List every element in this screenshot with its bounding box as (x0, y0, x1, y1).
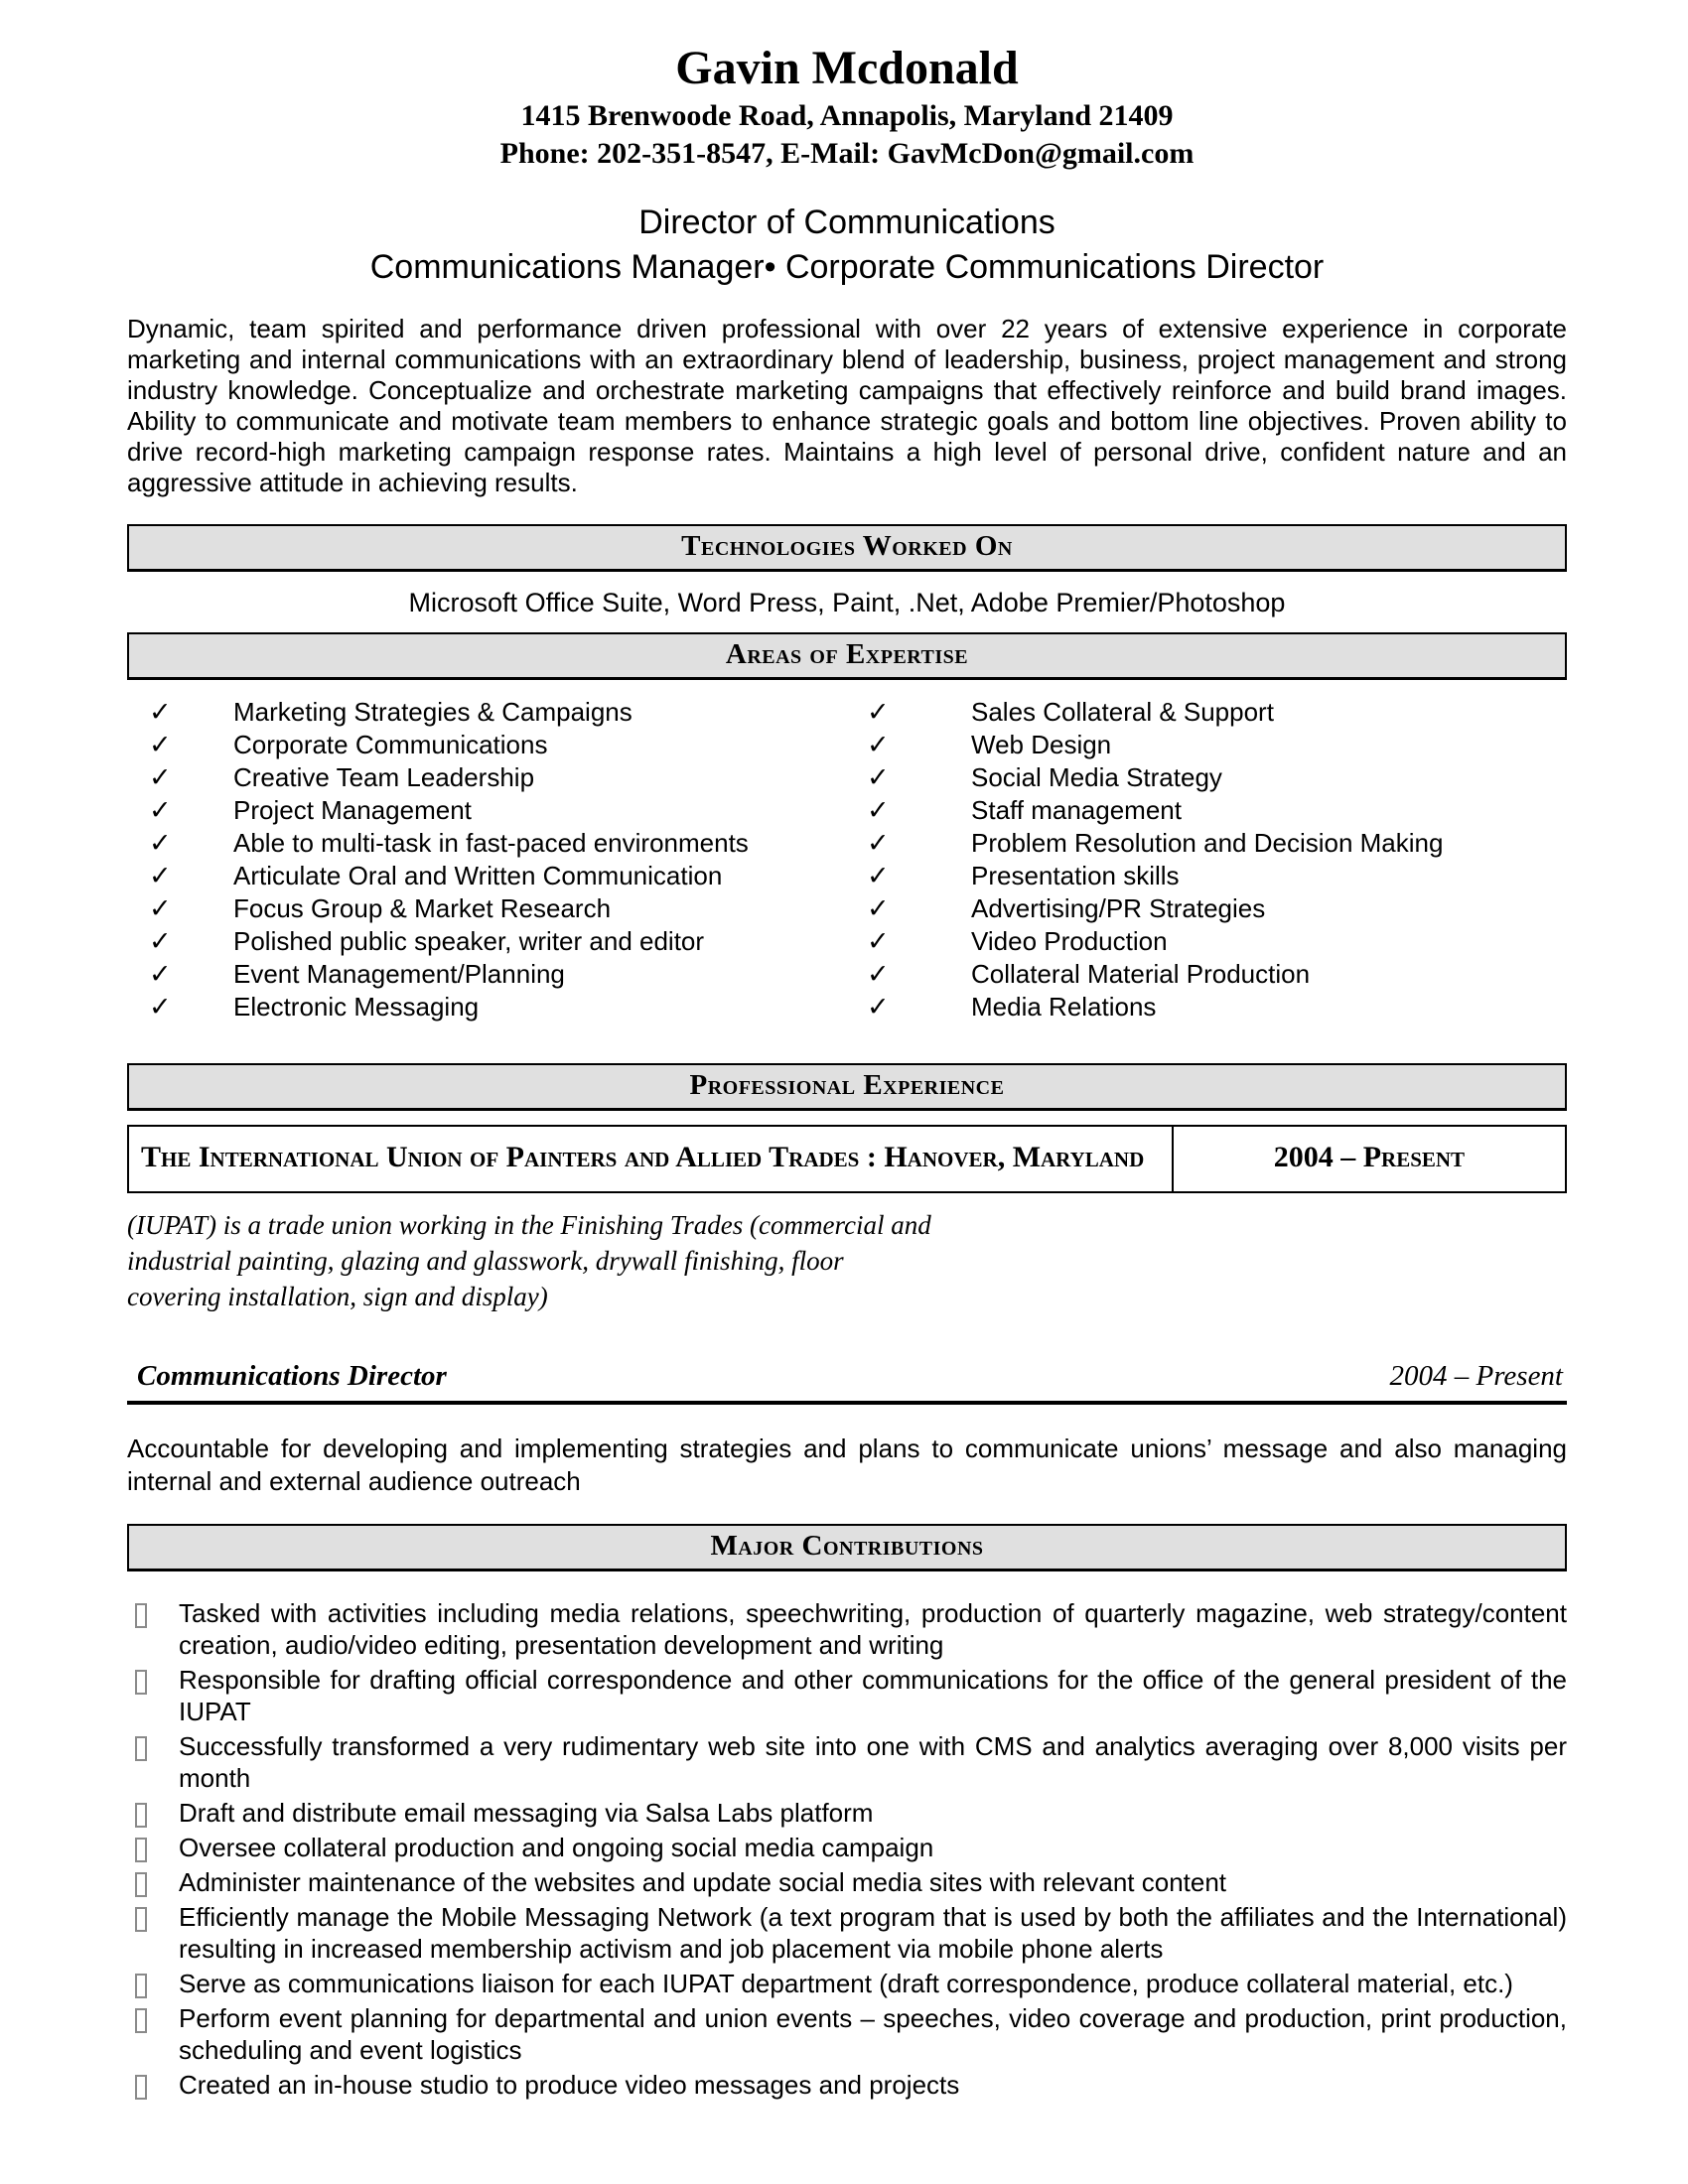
expertise-item-label: Sales Collateral & Support (971, 697, 1274, 728)
expertise-item-label: Able to multi-task in fast-paced environments (233, 828, 749, 859)
expertise-item (867, 892, 1510, 925)
employer-dates: 2004 – Present (1172, 1127, 1565, 1191)
check-icon: ✓ (149, 795, 172, 826)
check-icon: ✓ (149, 926, 172, 957)
check-icon: ✓ (867, 893, 890, 924)
expertise-item (867, 958, 1510, 991)
expertise-item-label: Advertising/PR Strategies (971, 893, 1266, 924)
contribution-item (127, 1597, 1567, 1661)
missing-glyph-bullet-icon (135, 1670, 147, 1695)
expertise-item (127, 794, 804, 827)
expertise-item (867, 860, 1510, 892)
role-titles (127, 201, 1567, 290)
contribution-text: Successfully transformed a very rudimentary web site into one with CMS and analytics averaging over 8,000 visits per month (179, 1730, 1567, 1793)
section-header-experience: Professional Experience (127, 1063, 1567, 1111)
professional-summary: Dynamic, team spirited and performance driven professional with over 22 years of extensive experience in corporate marketing and internal communications with an extraordinary blend of leadership, business, project management and strong industry knowledge. Conceptualize and orchestrate marketing campaigns that effectively reinforce and build brand images. Ability to communicate and motivate team members to enhance strategic goals and bottom line objectives. Proven ability to drive record-high marketing campaign response rates. Maintains a high level of personal drive, confident nature and an aggressive attitude in achieving results. (127, 314, 1567, 498)
expertise-item-label: Creative Team Leadership (233, 762, 535, 793)
expertise-list-left (127, 696, 804, 1024)
expertise-item-label: Project Management (233, 795, 472, 826)
contribution-text: Responsible for drafting official correspondence and other communications for the office of the general president of the IUPAT (179, 1664, 1567, 1726)
contribution-item (127, 1832, 1567, 1863)
check-icon: ✓ (149, 861, 172, 891)
check-icon: ✓ (867, 762, 890, 793)
expertise-item-label: Focus Group & Market Research (233, 893, 612, 924)
contribution-item (127, 1968, 1567, 1999)
expertise-item-label: Web Design (971, 730, 1112, 760)
expertise-item-label: Polished public speaker, writer and editor (233, 926, 705, 957)
check-icon: ✓ (149, 992, 172, 1023)
expertise-item (127, 958, 804, 991)
expertise-item-label: Event Management/Planning (233, 959, 565, 990)
expertise-item-label: Collateral Material Production (971, 959, 1311, 990)
check-icon: ✓ (867, 730, 890, 760)
contribution-text: Tasked with activities including media relations, speechwriting, production of quarterly magazine, web strategy/content creation, audio/video editing, presentation development and writing (179, 1597, 1567, 1660)
expertise-item (127, 925, 804, 958)
missing-glyph-bullet-icon (135, 1736, 147, 1761)
expertise-item-label: Social Media Strategy (971, 762, 1222, 793)
contribution-text: Oversee collateral production and ongoing social media campaign (179, 1832, 934, 1862)
check-icon: ✓ (149, 828, 172, 859)
contribution-item (127, 1797, 1567, 1829)
job-role-summary: Accountable for developing and implementing strategies and plans to communicate unions’ message and also managing internal and external audience outreach (127, 1433, 1567, 1496)
employer-description: (IUPAT) is a trade union working in the Finishing Trades (commercial and industrial painting, glazing and glasswork, drywall finishing, floor covering installation, sign and display) (127, 1209, 931, 1311)
expertise-item-label: Electronic Messaging (233, 992, 480, 1023)
address-line: 1415 Brenwoode Road, Annapolis, Maryland 21409 (520, 98, 1174, 132)
check-icon: ✓ (149, 762, 172, 793)
expertise-column-right (867, 696, 1510, 1024)
employer-table (127, 1125, 1567, 1193)
expertise-item (127, 696, 804, 729)
employer-name: The International Union of Painters and Allied Trades : Hanover, Maryland (141, 1141, 1145, 1174)
job-role-title: Communications Director (137, 1359, 447, 1392)
contribution-text: Created an in-house studio to produce video messages and projects (179, 2069, 960, 2100)
check-icon: ✓ (867, 992, 890, 1023)
missing-glyph-bullet-icon (135, 1907, 147, 1932)
contribution-item (127, 1866, 1567, 1898)
expertise-item (127, 761, 804, 794)
check-icon: ✓ (149, 730, 172, 760)
expertise-item-label: Video Production (971, 926, 1168, 957)
expertise-item (127, 729, 804, 761)
check-icon: ✓ (149, 959, 172, 990)
check-icon: ✓ (867, 959, 890, 990)
contribution-text: Administer maintenance of the websites and update social media sites with relevant content (179, 1866, 1227, 1897)
missing-glyph-bullet-icon (135, 1803, 147, 1828)
expertise-item (867, 925, 1510, 958)
contribution-item (127, 2002, 1567, 2066)
expertise-item (867, 991, 1510, 1024)
check-icon: ✓ (867, 861, 890, 891)
contribution-text: Draft and distribute email messaging via Salsa Labs platform (179, 1797, 874, 1828)
role-title-primary: Director of Communications (638, 204, 1055, 242)
contribution-item (127, 1664, 1567, 1727)
expertise-item (127, 860, 804, 892)
check-icon: ✓ (867, 926, 890, 957)
expertise-item (127, 991, 804, 1024)
missing-glyph-bullet-icon (135, 1838, 147, 1862)
expertise-item (127, 892, 804, 925)
expertise-columns (127, 696, 1567, 1024)
expertise-item (867, 761, 1510, 794)
check-icon: ✓ (867, 697, 890, 728)
contribution-text: Serve as communications liaison for each IUPAT department (draft correspondence, produce collateral material, etc.) (179, 1968, 1513, 1998)
candidate-name: Gavin Mcdonald (675, 42, 1019, 94)
missing-glyph-bullet-icon (135, 1603, 147, 1628)
missing-glyph-bullet-icon (135, 2008, 147, 2033)
contribution-item (127, 1730, 1567, 1794)
contributions-list (127, 1597, 1567, 2101)
expertise-column-left (127, 696, 804, 1024)
contribution-item (127, 1901, 1567, 1965)
check-icon: ✓ (149, 697, 172, 728)
technologies-list: Microsoft Office Suite, Word Press, Paint, .Net, Adobe Premier/Photoshop (408, 588, 1286, 618)
expertise-item-label: Staff management (971, 795, 1182, 826)
expertise-item-label: Media Relations (971, 992, 1157, 1023)
section-header-contributions: Major Contributions (127, 1524, 1567, 1571)
expertise-item-label: Articulate Oral and Written Communication (233, 861, 723, 891)
expertise-item (127, 827, 804, 860)
missing-glyph-bullet-icon (135, 1974, 147, 1998)
phone-email-line: Phone: 202-351-8547, E-Mail: GavMcDon@gmail.com (499, 136, 1195, 170)
expertise-list-right (867, 696, 1510, 1024)
check-icon: ✓ (867, 828, 890, 859)
expertise-item (867, 794, 1510, 827)
expertise-item (867, 827, 1510, 860)
check-icon: ✓ (149, 893, 172, 924)
expertise-item-label: Presentation skills (971, 861, 1180, 891)
contribution-item (127, 2069, 1567, 2101)
missing-glyph-bullet-icon (135, 2075, 147, 2100)
job-role-row (127, 1360, 1567, 1405)
section-header-technologies: Technologies Worked On (127, 524, 1567, 572)
resume-header (127, 40, 1567, 173)
expertise-item (867, 729, 1510, 761)
missing-glyph-bullet-icon (135, 1872, 147, 1897)
role-title-secondary: Communications Manager• Corporate Communications Director (369, 248, 1325, 287)
expertise-item-label: Problem Resolution and Decision Making (971, 828, 1444, 859)
contribution-text: Perform event planning for departmental and union events – speeches, video coverage and production, print production, scheduling and event logistics (179, 2002, 1567, 2065)
check-icon: ✓ (867, 795, 890, 826)
expertise-item-label: Marketing Strategies & Campaigns (233, 697, 633, 728)
section-header-expertise: Areas of Expertise (127, 632, 1567, 680)
expertise-item-label: Corporate Communications (233, 730, 548, 760)
expertise-item (867, 696, 1510, 729)
contribution-text: Efficiently manage the Mobile Messaging Network (a text program that is used by both the affiliates and the International) resulting in increased membership activism and job placement via mobile phone alerts (179, 1901, 1567, 1964)
job-role-dates: 2004 – Present (1389, 1359, 1563, 1392)
